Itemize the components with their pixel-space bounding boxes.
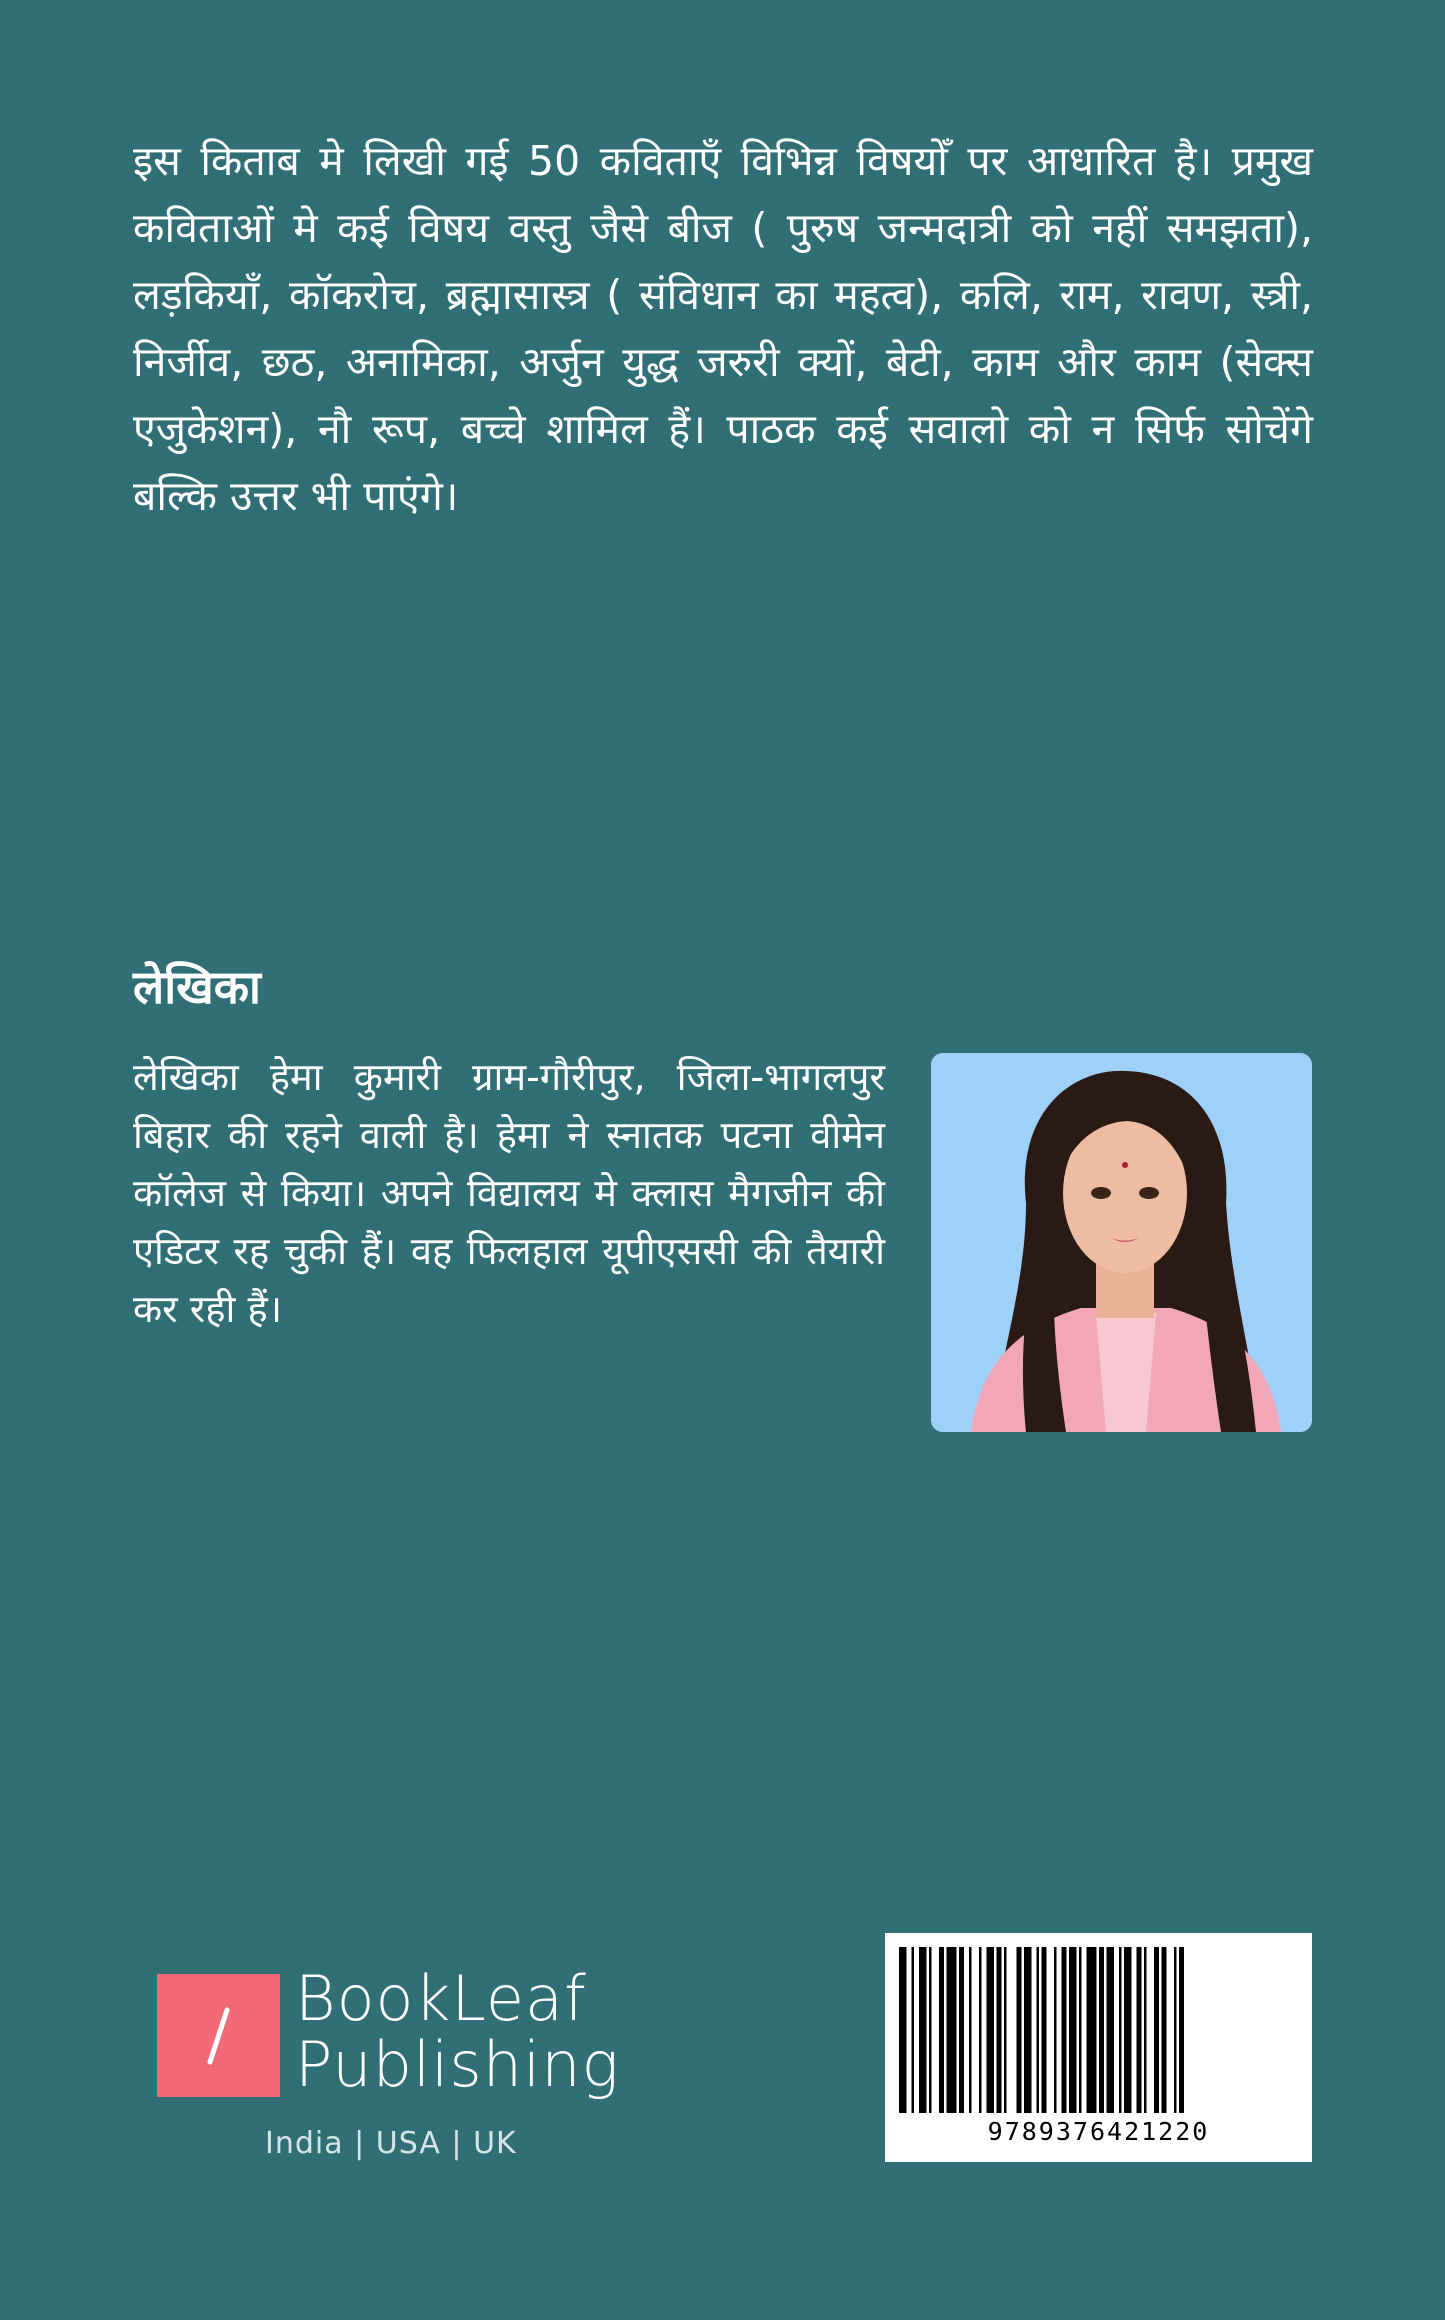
publisher-name-line1: BookLeaf [295, 1962, 587, 2035]
book-blurb: इस किताब मे लिखी गई 50 कविताएँ विभिन्न विषयोँ पर आधारित है। प्रमुख कविताओं मे कई विषय वस्तु जैसे बीज ( पुरुष जन्मदात्री को नहीं समझता), लड़कियाँ, कॉकरोच, ब्रह्मासास्त्र ( संविधान का महत्व), कलि, राम, रावण, स्त्री, निर्जीव, छठ, अनामिका, अर्जुन युद्ध जरुरी क्यों, बेटी, काम और काम (सेक्स एजुकेशन), नौ रूप, बच्चे शामिल हैं। पाठक कई सवालो को न सिर्फ सोचेंगे बल्कि उत्तर भी पाएंगे। [133, 137, 1313, 520]
author-bio: लेखिका हेमा कुमारी ग्राम-गौरीपुर, जिला-भागलपुर बिहार की रहने वाली है। हेमा ने स्नातक पटना वीमेन कॉलेज से किया। अपने विद्यालय मे क्लास मैगजीन की एडिटर रह चुकी हैं। वह फिलहाल यूपीएससी की तैयारी कर रही हैं। [133, 1055, 885, 1331]
publisher-regions: India | USA | UK [265, 2126, 517, 2161]
barcode-bar [912, 1947, 915, 2113]
author-photo [931, 1053, 1312, 1432]
barcode-bar [1069, 1947, 1077, 2113]
publisher-name-line2: Publishing [295, 2028, 620, 2101]
barcode-bar [1174, 1947, 1177, 2113]
barcode-bars [885, 1933, 1312, 2113]
slash-icon [157, 1974, 280, 2097]
author-heading: लेखिका [133, 960, 261, 1014]
barcode-bar [979, 1947, 982, 2113]
barcode-bar [1024, 1947, 1032, 2113]
barcode-bar [987, 1947, 995, 2113]
barcode-bar [1087, 1947, 1097, 2113]
publisher-name [295, 1962, 620, 2101]
barcode-bar [1124, 1947, 1132, 2113]
barcode-bar [1054, 1947, 1057, 2113]
barcode-bar [1154, 1947, 1159, 2113]
barcode-bar [1099, 1947, 1104, 2113]
barcode-bar [1042, 1947, 1047, 2113]
barcode-bar [959, 1947, 964, 2113]
barcode-bar [1062, 1947, 1067, 2113]
isbn-barcode [885, 1933, 1312, 2162]
isbn-number: 9789376421220 [987, 2117, 1210, 2146]
barcode-bar [1004, 1947, 1007, 2113]
barcode-bar [939, 1947, 944, 2113]
barcode-bar [919, 1947, 927, 2113]
barcode-bar [947, 1947, 957, 2113]
barcode-bar [1137, 1947, 1142, 2113]
barcode-bar [1162, 1947, 1167, 2113]
barcode-bar [969, 1947, 972, 2113]
barcode-bar [1179, 1947, 1184, 2113]
barcode-bar [997, 1947, 1002, 2113]
barcode-bar [1144, 1947, 1147, 2113]
barcode-bar [1037, 1947, 1040, 2113]
publisher-logo [157, 1962, 620, 2172]
barcode-bar [1107, 1947, 1115, 2113]
barcode-bar [1017, 1947, 1022, 2113]
barcode-bar [929, 1947, 932, 2113]
barcode-bar [1119, 1947, 1122, 2113]
barcode-bar [1079, 1947, 1082, 2113]
barcode-bar [899, 1947, 907, 2113]
